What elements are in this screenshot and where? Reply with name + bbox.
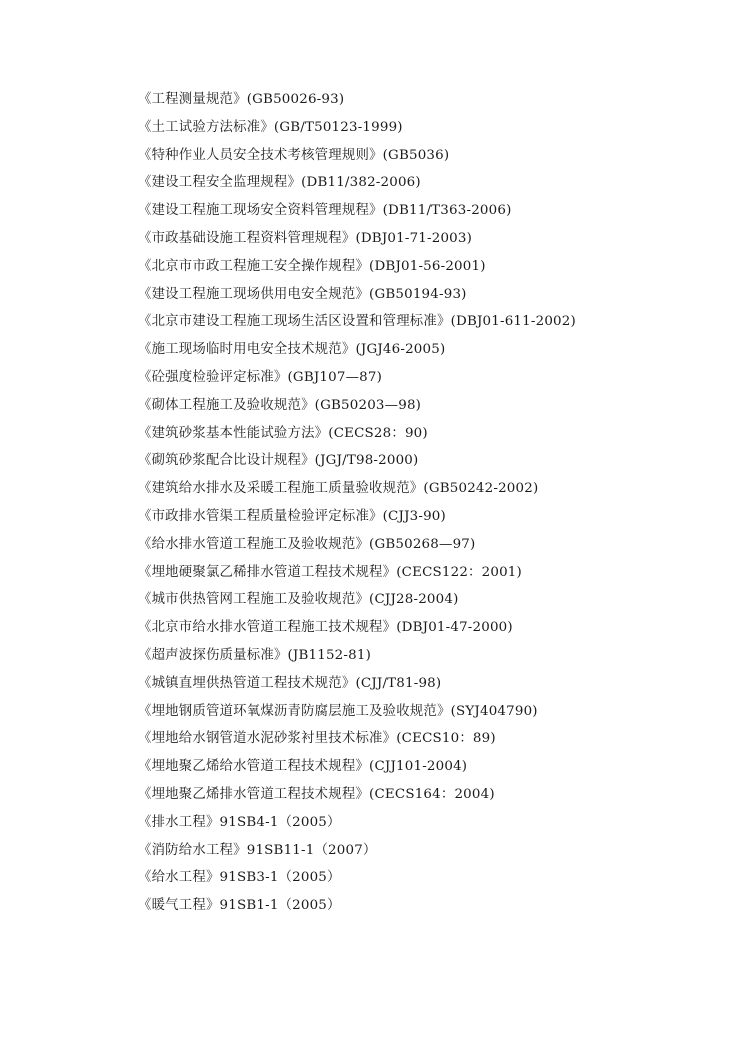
standard-item: [138, 753, 718, 781]
standard-item: [138, 642, 718, 670]
standard-item: [138, 531, 718, 559]
standard-text: 《市政基础设施工程资料管理规程》(DBJ01-71-2003): [138, 230, 473, 246]
standard-text: 《土工试验方法标准》(GB/T50123-1999): [138, 119, 403, 135]
standard-text: 《城市供热管网工程施工及验收规范》(CJJ28-2004): [138, 592, 459, 608]
standard-text: 《埋地钢质管道环氧煤沥青防腐层施工及验收规范》(SYJ404790): [138, 703, 538, 719]
standard-text: 《消防给水工程》91SB11-1（2007）: [138, 842, 377, 858]
standard-item: [138, 809, 718, 837]
standard-text: 《砌筑砂浆配合比设计规程》(JGJ/T98-2000): [138, 453, 419, 469]
standard-text: 《砼强度检验评定标准》(GBJ107—87): [138, 369, 383, 385]
standard-item: [138, 447, 718, 475]
standard-text: 《北京市市政工程施工安全操作规程》(DBJ01-56-2001): [138, 258, 486, 274]
standard-item: [138, 197, 718, 225]
standard-text: 《建设工程施工现场供用电安全规范》(GB50194-93): [138, 286, 467, 302]
standard-item: [138, 670, 718, 698]
standard-item: [138, 698, 718, 726]
standard-item: [138, 503, 718, 531]
standard-text: 《施工现场临时用电安全技术规范》(JGJ46-2005): [138, 342, 446, 358]
standard-text: 《埋地聚乙烯给水管道工程技术规程》(CJJ101-2004): [138, 759, 468, 775]
standards-list: [138, 86, 718, 920]
standard-item: [138, 559, 718, 587]
standard-item: [138, 475, 718, 503]
standard-text: 《市政排水管渠工程质量检验评定标准》(CJJ3-90): [138, 508, 446, 524]
standard-item: [138, 586, 718, 614]
standard-item: [138, 114, 718, 142]
standard-text: 《北京市给水排水管道工程施工技术规程》(DBJ01-47-2000): [138, 620, 513, 636]
standard-item: [138, 253, 718, 281]
standard-item: [138, 781, 718, 809]
standard-text: 《建设工程安全监理规程》(DB11/382-2006): [138, 175, 421, 191]
standard-text: 《北京市建设工程施工现场生活区设置和管理标准》(DBJ01-611-2002): [138, 314, 576, 330]
standard-text: 《给水排水管道工程施工及验收规范》(GB50268—97): [138, 536, 476, 552]
standard-item: [138, 614, 718, 642]
standard-text: 《建筑砂浆基本性能试验方法》(CECS28：90): [138, 425, 428, 441]
standard-text: 《工程测量规范》(GB50026-93): [138, 92, 345, 107]
standard-item: [138, 281, 718, 309]
standard-item: [138, 142, 718, 170]
standard-text: 《埋地给水钢管道水泥砂浆衬里技术标准》(CECS10：89): [138, 731, 496, 747]
standard-text: 《建筑给水排水及采暖工程施工质量验收规范》(GB50242-2002): [138, 481, 539, 497]
standard-item: [138, 86, 718, 114]
standard-text: 《埋地聚乙烯排水管道工程技术规程》(CECS164：2004): [138, 786, 495, 802]
standard-item: [138, 364, 718, 392]
standard-text: 《给水工程》91SB3-1（2005）: [138, 870, 341, 886]
standard-text: 《城镇直埋供热管道工程技术规范》(CJJ/T81-98): [138, 675, 442, 691]
standard-text: 《排水工程》91SB4-1（2005）: [138, 814, 341, 830]
standard-text: 《暖气工程》91SB1-1（2005）: [138, 898, 341, 914]
standard-item: [138, 420, 718, 448]
standard-text: 《砌体工程施工及验收规范》(GB50203—98): [138, 397, 422, 413]
standard-item: [138, 837, 718, 865]
standard-text: 《特种作业人员安全技术考核管理规则》(GB5036): [138, 147, 450, 163]
standard-item: [138, 392, 718, 420]
standard-text: 《建设工程施工现场安全资料管理规程》(DB11/T363-2006): [138, 203, 512, 219]
standard-item: [138, 308, 718, 336]
standard-item: [138, 225, 718, 253]
standard-item: [138, 336, 718, 364]
standard-item: [138, 169, 718, 197]
standard-item: [138, 864, 718, 892]
standard-text: 《超声波探伤质量标准》(JB1152-81): [138, 647, 371, 663]
standard-item: [138, 892, 718, 920]
standard-item: [138, 725, 718, 753]
standard-text: 《埋地硬聚氯乙稀排水管道工程技术规程》(CECS122：2001): [138, 564, 522, 580]
